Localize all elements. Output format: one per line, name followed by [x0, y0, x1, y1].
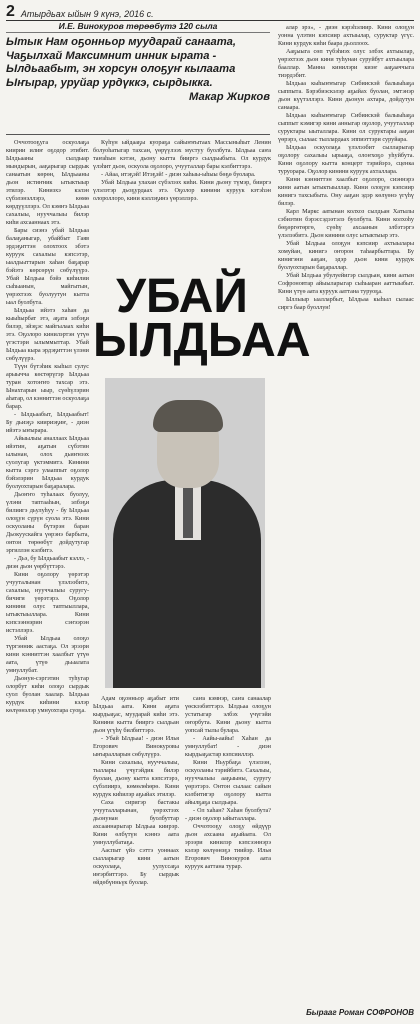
article-paragraph: Күһүн ыйдааҕы куораҕа сайыҥҥытаах Массыныһыт Ленин болуоһатыгар тахсан, үөрүүлээх мустуу буолбута. Ылдьаа саҥа таҥаһын кэтэн, дьону кытта бииргэ сылдьыбыта. Ол курдук үлэһит дьон, оскуола оҕолоро, учууталлар бары кэлбиттэрэ.	[93, 139, 271, 170]
article-column-2	[93, 139, 271, 269]
article-paragraph: Кини кэнниттэн хаалбыт оҕолоро, сиэннэрэ кини аатын ытыктыыллар. Кини олоҕун кэпсиир кинигэ тахсыбыта. Ону ааҕан эдэр көлүөнэ үгүһү билэр.	[278, 176, 414, 207]
article-paragraph: Кини сахалыы, нууччалыы, тыллары үчүгэйдик билэр буолан, дьону кытта кэпсэтэрэ, сүбэлиирэ, көмөлөһөрө. Кини курдук киһилэр аҕыйах этилэр.	[93, 759, 179, 798]
article-column-5	[278, 24, 414, 1017]
article-paragraph: Ылдьаа кыһыҥҥыгар Сибиискэй балыыһаҕа сыппыт кэмигэр кини анныгар оҕолор, учууталлар суруктары ыыталлара. Кини ол суруктары ааҕан үөрэрэ, сылаас тыллардаах эппиэттэри суруйара.	[278, 112, 414, 143]
article-paragraph: Оччотооҕуга оскуолаҕа киирии илиҥ оҕодор этибит. Ылдьааны сылдыар мындырын, ааҕарыгар сырдык санаатын көрөн, Ылдьааны дьон истиҥник ытыктыыр этилэр. Киниэхэ кэлэн сүбэлэнэллэрэ, көмө көрдүүллэрэ. Ол кэмҥэ Ылдьаа сахалыы, нууччалыы билэр киһи ахсааннаах этэ.	[6, 139, 89, 226]
article-paragraph: Оччотооҕу олоҕу өйдүүр дьон ахсаана аҕыйаата. Ол эрээри кинилэр кэпсээннэрэ кэлэр көлүөнэҕэ тиийэр. Илья Егорович Винокуров аата куруук ааттана турар.	[185, 823, 271, 870]
article-paragraph: - Аайы-аайы! Хаһан да умнуллубат! - диэн кырдьаҕастар кэпсииллэр.	[185, 735, 271, 758]
epigraph	[6, 36, 270, 105]
article-paragraph: Түүн бүтэһик кыһыл сулус арыычча көстөрүгэр Ылдьаа туран хотоҥҥо тахсар этэ. Ынахтарын ыыр, сүөһүлэрин аһатар, ол кэнниттэн оскуолаҕа барар.	[6, 363, 89, 410]
portrait-photo	[105, 378, 265, 688]
article-paragraph: Бары сиэнэ убай Ылдьаа балаҕаныгар, убайбыт Гаяв эрдэҕиттэн олохтоох эбэтэ куруук сахалыы кэпсэтэр, ыалдьыттарын хаһан баҕарар бэйэтэ көрсөрүн сөбүлүүрэ. Убай Ылдьаа бэйэ киһилии сыһыанын, майгытын, үөрэхтээх буолуутун кытта ыал буолбута.	[6, 227, 89, 306]
epigraph-author: Макар Жирков	[189, 91, 270, 104]
article-paragraph: Убай Ылдьаа улахан сүбэлээх киһи. Кини дьону түмэр, бииргэ үлэлэтэр дьоҕурдаах этэ. Оҕолор кинини куруук кэтэһэн олороллоро, кини кэллэҕинэ үөрэллэрэ.	[93, 179, 271, 202]
article-paragraph: алар эрэ», - диэн кэрэһэлиир. Кини олоҕун уонна үлэтин кэпсиир ахтыылар, суруктар үгүс. Кини курдук киһи баара дьоллоох.	[278, 24, 414, 47]
article-paragraph: Дьоҥҥо туһалаах буолуу, үлэни таптааһын, элбэҕи билиигэ дьулуһуу - бу Ылдьаа олоҕун сүрүн суола этэ. Кини оскуоланы бүтэрэн баран Дьокуускайга үөрэнэ барбыта, онтон төрөөбүт дойдутугар эргиллэн кэлбитэ.	[6, 491, 89, 554]
article-paragraph: Саха сиригэр бастакы учууталларынан, үөрэхтээх дьонунан буолбуттар ахсааннарыгар Ылдьаа киирэр. Кини өлбүтүн кэннэ аата умнуллубатаҕа.	[93, 799, 179, 846]
epigraph-text: Ытык Нам оҕонньор муударай санаата, Чаҕылхай Максимнит инник ырата - Ылдьаабыт, эн хорсун олоҕуҥ кылаата Ыҥырар, уруйар урдүккэ, сырдыкка.	[6, 36, 236, 89]
article-paragraph: Убай Ылдьаа убулуейигэр сылдьан, кини аатын Софроновтар айыыларыгар сыһыаран ааттыыбыт. Кини үтүө аата куруук ааттана туруоҕа.	[278, 272, 414, 295]
article-title: УБАЙ ЫЛДЬАА	[93, 270, 311, 367]
epigraph-divider	[6, 134, 270, 135]
article-paragraph: Ылдьаа ийэтэ хаһан да кыыһырбат этэ, аҕата элбэҕи билэр, эйэҕэс майгылаах киһи этэ. Оҕолоро кинилэртэн үтүө үгэстэри ылыммыттар. Убай Ылдьаа кыра эрдэҕиттэн үлэни сөбүлүүрэ.	[6, 307, 89, 362]
article-paragraph: Ылдьаа оскуолаҕа үлэлээбит сылларыгар оҕолору сахалыы ырыаҕа, олоҥхоҕо уһуйбута. Кини оҕолору кытта концерт тэрийэрэ, сценка туруорара. Оҕолор кинини куруук ахталлара.	[278, 144, 414, 175]
article-column-4	[185, 695, 271, 1019]
article-paragraph: - Айаа, итэҕэй! Итэҕэй! - диэн хаһыы-ыһыы бөҕө буолара.	[101, 171, 256, 178]
article-paragraph: Дьонун-сэргэтин туһугар олорбут киһи олоҕо сырдык суол буолан хаалар. Ылдьаа курдук киһини кэлэр көлүөнэлэр умнуохтара суоҕа.	[6, 675, 89, 714]
article-paragraph: Карл Маркс аатынан колхоз сылдьан Хатылы сэбиэтин бэрэссэдээтэлэ буолбута. Кини колхоһу бөҕөргөтөргө, сүөһү ахсаанын элбэтэргэ үлэлээбитэ. Дьон кинини олус ытыктыыр этэ.	[278, 208, 414, 239]
article-paragraph: Ыллыыр ыалларбыт, Ылдьаа кыһыл сылаас сиргэ баар буоллун!	[278, 296, 414, 311]
article-column-3	[93, 695, 179, 1019]
article-paragraph: Адам оҕонньор аҕабыт ити Ылдьаа аата. Кини аҕата кырдьаҕас, муударай киһи этэ. Кинини кытта бииргэ сылдьан дьон үгүһү билбиттэрэ.	[93, 695, 179, 734]
article-paragraph: - Ылдьаабыт, Ылдьаабыт! Бу дьиэҕэ киириэҕиҥ, - диэн ийэтэ ыҥырара.	[6, 411, 89, 434]
article-paragraph: Убай Ылдьаа олоҕо түргэнник аастаҕа. Ол эрээри кини кэнниттэн хаалбыт үтүө аата, үтүө дьыалата умнуллубат.	[6, 635, 89, 674]
dedication-line: И.Е. Винокуров төрөөбүтэ 120 сыла	[6, 21, 270, 33]
article-paragraph: Айыылыы аналлаах Ылдьаа ийэтин, аҕатын сүбэтин ылынан, олох дьиҥнээх суолугар үктэммитэ. Кинини кытта сэргэ улааппыт оҕолор бэйэлэрин Ылдьаа курдук буолуохтарын баҕаралара.	[6, 435, 89, 490]
author-signature: Бырааг Роман СОФРОНОВ	[306, 1008, 414, 1017]
article-paragraph: Убай Ылдьаа олоҕун кэпсиир ахтыылары хомуйан, кинигэ оҥорон таһаарбыттара. Бу кинигэни ааҕан, эдэр дьон кини курдук буолуохтарын баҕараллар.	[278, 240, 414, 271]
article-paragraph: саҥа кэмнэр, саҥа санаалар үөскээбиттэрэ. Ылдьаа олоҕун устатыгар элбэх үчүгэйи оҥорбута. Кини дьону кытта уопсай тылы булара.	[185, 695, 271, 734]
article-paragraph: Ааспыт үйэ сэттэ уоннаах сылларыгар кини аатын оскуолаҕа, уулуссаҕа иҥэрбиттэрэ. Бу сырдык өйдөбүнньүк буолар.	[93, 847, 179, 886]
issue-date: Атырдьах ыйын 9 күнэ, 2016 с.	[20, 9, 154, 19]
article-paragraph: - Дьэ, бу Ылдьаабыт кэллэ, - диэн дьон үөрбүттэрэ.	[6, 555, 89, 570]
article-paragraph: - Ол хаһан? Хаһан буолбута? - диэн оҕолор ыйыталлара.	[185, 807, 271, 822]
article-paragraph: Кини оҕолору үөрэтэр учууталынан үлэлээбитэ, сахалыы, нууччалыы суругу-бичиги үөрэтэрэ. Оҕолор кинини олус таптыыллара, ытыктыыллара. Кини кэпсээннэрин сэҥээрэн истэллэрэ.	[6, 571, 89, 634]
page-number: 2	[6, 3, 15, 20]
article-paragraph: Кини Ньурбаҕа үлэлээн, оскуоланы тэрийбитэ. Сахалыы, нууччалыы ааҕыыны, суругу үөрэтэрэ. Онтон сылаас сайын кэлбитигэр оҕолору кытта айылҕаҕа сылдьара.	[185, 759, 271, 806]
article-paragraph: - Убай Ылдьаа! - диэн Илья Егорович Винокуровы ыҥыралларын сөбүлүүрэ.	[93, 735, 179, 758]
article-paragraph: Ылдьаа кыһыҥҥыгар Сибиискэй балыыһаҕа сыппыта. Бэрэбиэскэлэр аҕыйах буолан, эмтэнэр дьон күүтэллэрэ. Кини дьонун ахтара, дойдутун санаара.	[278, 80, 414, 111]
page-header	[6, 4, 414, 21]
article-column-1	[6, 139, 89, 1019]
article-paragraph: Ааҕыыга сөп түбэһиэх олус элбэх ахтыылар, үөрэхтээх дьон кини туһунан суруйбут ахтыылара бааллар. Манна кинилэри киэҥ ааҕааччыга тиэрдэбит.	[278, 48, 414, 79]
